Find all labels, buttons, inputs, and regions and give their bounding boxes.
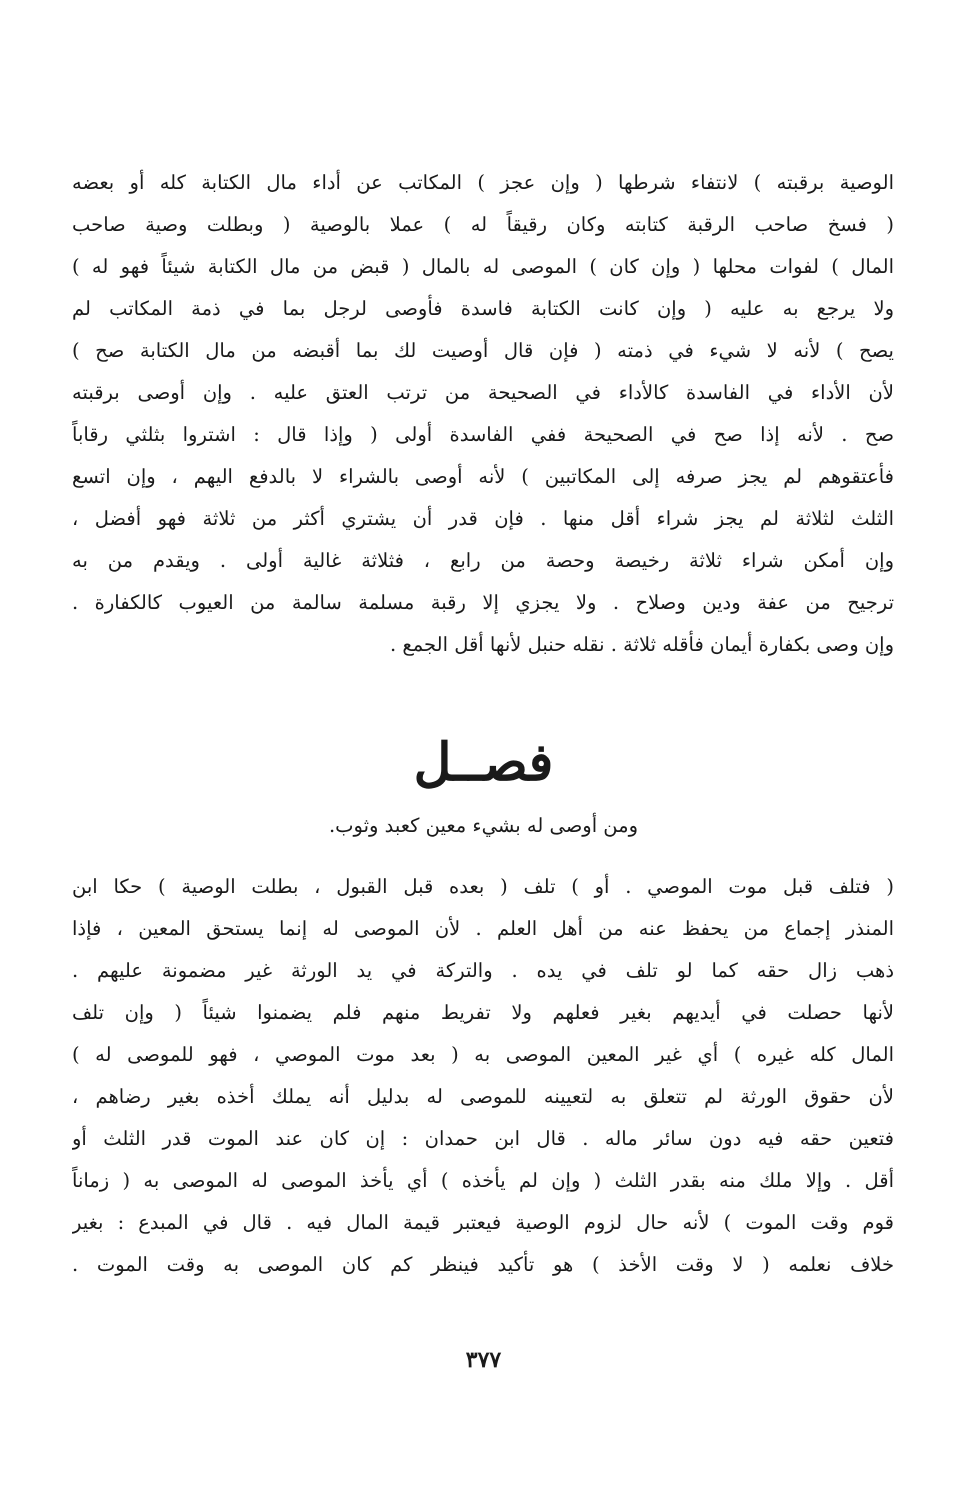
- text-line: أقل . وإلا ملك منه بقدر الثلث ( وإن لم يأخذه ) أي يأخذ الموصى له الموصى به ( زماناً: [72, 1169, 894, 1192]
- text-line: صح . لأنه إذا صح في الصحيحة ففي الفاسدة أولى ( وإذا قال : اشتروا بثلثي رقاباً: [72, 423, 894, 446]
- text-line: يصح ) لأنه لا شيء في ذمته ( فإن قال أوصيت لك بما أقبضه من مال الكتابة صح ): [72, 339, 894, 362]
- text-line: وإن أمكن شراء ثلاثة رخيصة وحصة من رابع ، فثلاثة غالية أولى . ويقدم من به: [72, 549, 894, 572]
- text-line: لأن الأداء في الفاسدة كالأداء في الصحيحة من ترتب العتق عليه . وإن أوصى برقبته: [72, 381, 894, 404]
- paragraph-1: [72, 162, 894, 666]
- section-subtitle: ومن أوصى له بشيء معين كعبد وثوب.: [328, 814, 639, 837]
- text-line: وإن وصى بكفارة أيمان فأقله ثلاثة . نقله حنبل لأنها أقل الجمع .: [390, 633, 894, 656]
- text-line: قوم وقت الموت ) لأنه حال لزوم الوصية فيعتبر قيمة المال فيه . قال في المبدع : بغير: [72, 1211, 894, 1234]
- text-line: لأنها حصلت في أيديهم بغير فعلهم ولا تفريط منهم فلم يضمنوا شيئاً ( وإن تلف: [72, 1001, 894, 1024]
- text-line: ( فتلف قبل موت الموصي . أو ) تلف ( بعده قبل القبول ، بطلت الوصية ) حكا ابن: [72, 875, 894, 898]
- paragraph-2: [72, 866, 894, 1286]
- text-line: المنذر إجماع من يحفظ عنه من أهل العلم . لأن الموصى له إنما يستحق المعين ، فإذا: [72, 917, 894, 940]
- text-line: ترجيح من عفة ودين وصلاح . ولا يجزي إلا رقبة مسلمة سالمة من العيوب كالكفارة .: [72, 591, 894, 614]
- text-line: ( فسخ صاحب الرقبة كتابته وكان رقيقاً له ) عملا بالوصية ( وبطلت وصية صاحب: [72, 213, 894, 236]
- page-number: ٣٧٧: [465, 1347, 502, 1373]
- text-line: الوصية برقبته ) لانتفاء شرطها ( وإن عجز ) المكاتب عن أداء مال الكتابة كله أو بعضه: [72, 171, 894, 194]
- section-heading: فصــل: [413, 732, 554, 793]
- text-line: ذهب زال حقه كما لو تلف في يده . والتركة في يد الورثة غير مضمونة عليهم .: [72, 959, 894, 982]
- text-line: لأن حقوق الورثة لم تتعلق به لتعيينه للموصى له بدليل أنه يملك أخذه بغير رضاهم ،: [72, 1085, 894, 1108]
- text-line: المال كله غيره ) أي غير المعين الموصى به ( بعد موت الموصي ، فهو للموصى له ): [72, 1043, 894, 1066]
- text-line: خلاف نعلمه ( لا وقت الأخذ ) هو تأكيد فينظر كم كان الموصى به وقت الموت .: [72, 1253, 894, 1276]
- text-line: الثلث لثلاثة لم يجز شراء أقل منها . فإن قدر أن يشتري أكثر من ثلاثة فهو أفضل ،: [72, 507, 894, 530]
- text-line: المال ) لفوات محلها ( وإن كان ) الموصى له بالمال ( قبض من مال الكتابة شيئاً فهو له ): [72, 255, 894, 278]
- text-line: فتعين حقه فيه دون سائر ماله . قال ابن حمدان : إن كان عند الموت قدر الثلث أو: [72, 1127, 894, 1150]
- text-line: ولا يرجع به عليه ( وإن كانت الكتابة فاسدة فأوصى لرجل بما في ذمة المكاتب لم: [72, 297, 894, 320]
- text-line: فأعتقوهم لم يجز صرفه إلى المكاتبين ) لأنه أوصى بالشراء لا بالدفع اليهم ، وإن اتسع: [72, 465, 894, 488]
